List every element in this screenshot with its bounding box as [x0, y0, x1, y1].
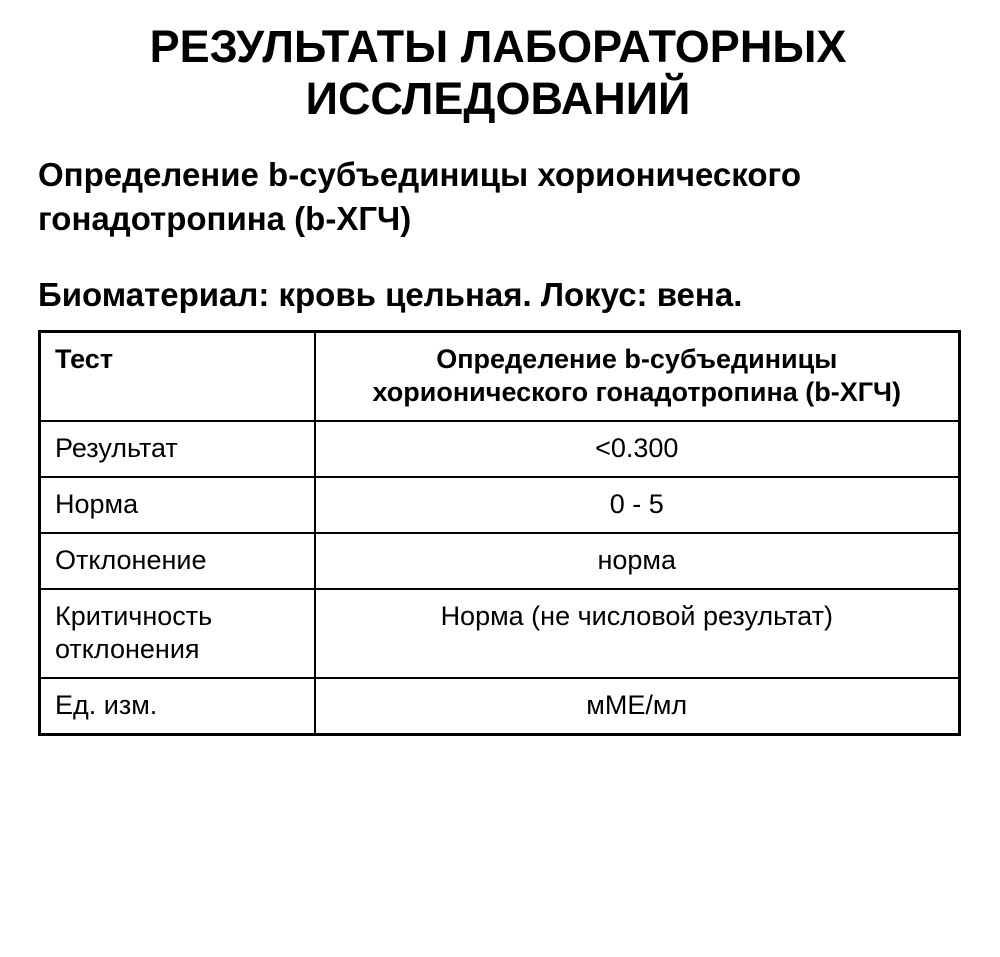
- table-row-norm: [40, 477, 960, 533]
- table-header-label: Тест: [40, 332, 315, 421]
- table-header-row: [40, 332, 960, 421]
- table-row-deviation: [40, 533, 960, 589]
- row-label: Результат: [40, 421, 315, 477]
- test-name-heading: Определение b-субъединицы хорионического гонадотропина (b-ХГЧ): [38, 156, 801, 237]
- table-row-criticality: [40, 589, 960, 678]
- row-label: Ед. изм.: [40, 678, 315, 734]
- row-value: 0 - 5: [315, 477, 960, 533]
- table-row-units: [40, 678, 960, 734]
- results-table: [38, 330, 961, 736]
- row-label: Критичность отклонения: [40, 589, 315, 678]
- row-label: Отклонение: [40, 533, 315, 589]
- row-label: Норма: [40, 477, 315, 533]
- row-value: Норма (не числовой результат): [315, 589, 960, 678]
- biomaterial-heading: Биоматериал: кровь цельная. Локус: вена.: [38, 276, 743, 313]
- row-value: норма: [315, 533, 960, 589]
- lab-report-page: [0, 21, 1000, 957]
- row-value: <0.300: [315, 421, 960, 477]
- table-row-result: [40, 421, 960, 477]
- row-value: мМЕ/мл: [315, 678, 960, 734]
- page-title: РЕЗУЛЬТАТЫ ЛАБОРАТОРНЫХ ИССЛЕДОВАНИЙ: [149, 21, 847, 124]
- table-header-value: Определение b-субъединицы хорионического гонадотропина (b-ХГЧ): [315, 332, 960, 421]
